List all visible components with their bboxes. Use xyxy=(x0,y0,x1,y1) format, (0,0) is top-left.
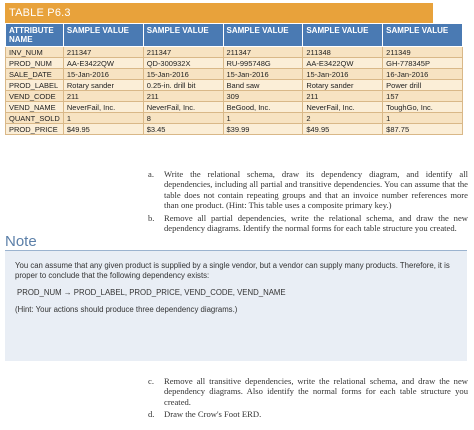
question-text: Write the relational schema, draw its dependency diagram, and identify all dependencies, including all partial and transitive dependencies. You can assume that the table does not contain repeating groups and that an invoice number references more than one product. (Hint: This table uses a composite primary key.) xyxy=(164,169,468,211)
attribute-name-cell: QUANT_SOLD xyxy=(6,113,64,124)
table-header-row xyxy=(6,24,463,47)
table-row xyxy=(6,47,463,58)
sample-value-cell: 211 xyxy=(303,91,383,102)
attribute-name-cell: PROD_LABEL xyxy=(6,80,64,91)
sample-value-cell: 211347 xyxy=(223,47,303,58)
attribute-name-cell: PROD_NUM xyxy=(6,58,64,69)
sample-value-cell: 211349 xyxy=(383,47,463,58)
sample-value-cell: 1 xyxy=(383,113,463,124)
sample-value-cell: $39.99 xyxy=(223,124,303,135)
sample-value-cell: 15-Jan-2016 xyxy=(63,69,143,80)
note-hint: (Hint: Your actions should produce three dependency diagrams.) xyxy=(15,305,238,314)
table-row xyxy=(6,69,463,80)
sample-value-cell: Power drill xyxy=(383,80,463,91)
question-item xyxy=(148,376,468,407)
sample-value-cell: 211347 xyxy=(63,47,143,58)
attribute-name-cell: VEND_CODE xyxy=(6,91,64,102)
question-text: Remove all transitive dependencies, write the relational schema, and draw the new dependency diagrams. Also identify the normal forms for each table structure you created. xyxy=(164,376,468,407)
sample-value-cell: 2 xyxy=(303,113,383,124)
sample-value-cell: QD-300932X xyxy=(143,58,223,69)
sample-value-cell: NeverFail, Inc. xyxy=(143,102,223,113)
questions-bottom xyxy=(148,376,468,422)
sample-value-cell: 211347 xyxy=(143,47,223,58)
table-row xyxy=(6,113,463,124)
table-row xyxy=(6,80,463,91)
data-table xyxy=(5,23,463,135)
question-item xyxy=(148,409,468,419)
sample-value-cell: AA-E3422QW xyxy=(303,58,383,69)
question-letter: c. xyxy=(148,376,154,386)
sample-value-cell: 15-Jan-2016 xyxy=(303,69,383,80)
sample-value-cell: RU-995748G xyxy=(223,58,303,69)
note-box xyxy=(5,251,467,361)
questions-top xyxy=(148,169,468,235)
sample-value-cell: 8 xyxy=(143,113,223,124)
sample-value-cell: 15-Jan-2016 xyxy=(143,69,223,80)
sample-value-cell: $49.95 xyxy=(63,124,143,135)
note-paragraph: You can assume that any given product is supplied by a single vendor, but a vendor can supply many products. Therefore, it is proper to conclude that the following dependency exists: xyxy=(15,261,450,280)
sample-value-cell: 1 xyxy=(63,113,143,124)
table-row xyxy=(6,91,463,102)
sample-value-cell: 157 xyxy=(383,91,463,102)
sample-value-cell: 15-Jan-2016 xyxy=(223,69,303,80)
sample-value-cell: $49.95 xyxy=(303,124,383,135)
sample-value-cell: 211 xyxy=(63,91,143,102)
sample-value-cell: 309 xyxy=(223,91,303,102)
question-item xyxy=(148,213,468,234)
sample-value-cell: ToughGo, Inc. xyxy=(383,102,463,113)
header-sample-value: SAMPLE VALUE xyxy=(383,24,463,47)
sample-value-cell: GH-778345P xyxy=(383,58,463,69)
attribute-name-cell: INV_NUM xyxy=(6,47,64,58)
note-title: Note xyxy=(5,233,37,250)
header-attribute-name: ATTRIBUTE NAME xyxy=(6,24,64,47)
table-title: TABLE P6.3 xyxy=(5,3,433,23)
sample-value-cell: 16-Jan-2016 xyxy=(383,69,463,80)
sample-value-cell: AA-E3422QW xyxy=(63,58,143,69)
sample-value-cell: NeverFail, Inc. xyxy=(63,102,143,113)
sample-value-cell: $87.75 xyxy=(383,124,463,135)
header-sample-value: SAMPLE VALUE xyxy=(223,24,303,47)
question-letter: d. xyxy=(148,409,155,420)
header-sample-value: SAMPLE VALUE xyxy=(303,24,383,47)
sample-value-cell: Rotary sander xyxy=(303,80,383,91)
question-letter: a. xyxy=(148,169,154,179)
question-text: Remove all partial dependencies, write the relational schema, and draw the new dependency diagrams. Identify the normal forms for each table structure you created. xyxy=(164,212,468,234)
sample-value-cell: BeGood, Inc. xyxy=(223,102,303,113)
attribute-name-cell: PROD_PRICE xyxy=(6,124,64,135)
sample-value-cell: Rotary sander xyxy=(63,80,143,91)
header-sample-value: SAMPLE VALUE xyxy=(63,24,143,47)
sample-value-cell: NeverFail, Inc. xyxy=(303,102,383,113)
sample-value-cell: 211348 xyxy=(303,47,383,58)
attribute-name-cell: SALE_DATE xyxy=(6,69,64,80)
sample-value-cell: $3.45 xyxy=(143,124,223,135)
table-row xyxy=(6,58,463,69)
attribute-name-cell: VEND_NAME xyxy=(6,102,64,113)
table-row xyxy=(6,124,463,135)
table-row xyxy=(6,102,463,113)
sample-value-cell: 211 xyxy=(143,91,223,102)
sample-value-cell: Band saw xyxy=(223,80,303,91)
question-item xyxy=(148,169,468,211)
sample-value-cell: 1 xyxy=(223,113,303,124)
note-dependency: PROD_NUM → PROD_LABEL, PROD_PRICE, VEND_CODE, VEND_NAME xyxy=(17,288,286,297)
sample-value-cell: 0.25-in. drill bit xyxy=(143,80,223,91)
question-text: Draw the Crow's Foot ERD. xyxy=(164,409,262,420)
header-sample-value: SAMPLE VALUE xyxy=(143,24,223,47)
question-letter: b. xyxy=(148,212,155,223)
